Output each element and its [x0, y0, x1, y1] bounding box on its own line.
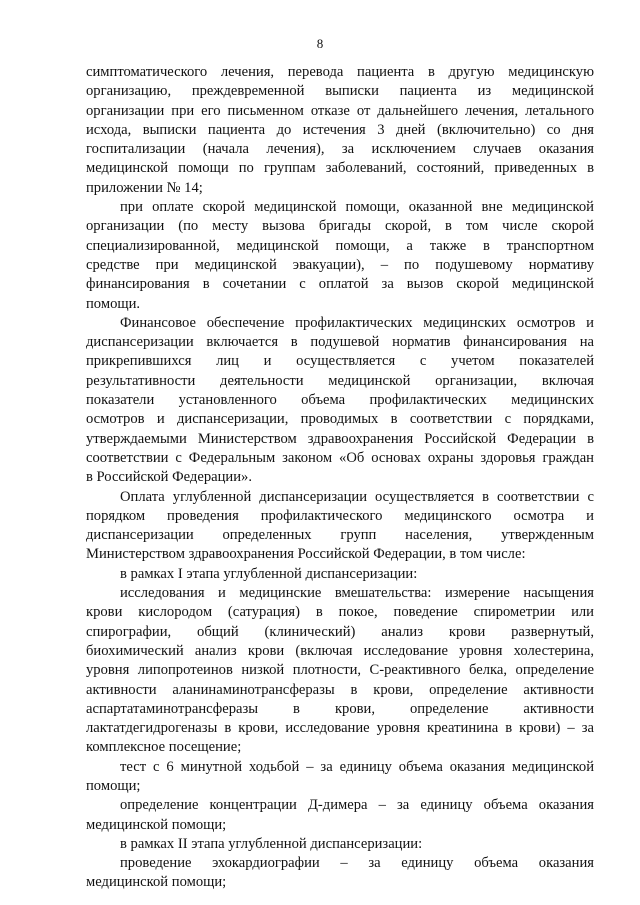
text-line: диспансеризации определенных групп населения, утвержденным: [86, 527, 594, 544]
text-line: организации (по месту вызова бригады скорой, в том числе скорой: [86, 218, 594, 235]
text-line: комплексное посещение;: [86, 739, 242, 756]
text-line: порядком проведения профилактического медицинского осмотра и: [86, 507, 594, 524]
text-line: помощи.: [86, 295, 141, 312]
text-line: диспансеризации включается в подушевой норматив финансирования на: [86, 334, 594, 351]
text-line: исхода, выписки пациента до истечения 3 дней (включительно) со дня: [86, 121, 594, 138]
text-line: Министерством здравоохранения Российской Федерации, в том числе:: [86, 546, 526, 563]
text-line: Оплата углубленной диспансеризации осуществляется в соответствии с: [120, 488, 594, 505]
text-line: показатели установленного объема профилактических медицинских: [86, 392, 594, 409]
text-line: при оплате скорой медицинской помощи, оказанной вне медицинской: [120, 199, 594, 216]
text-line: тест с 6 минутной ходьбой – за единицу объема оказания медицинской: [120, 758, 594, 775]
text-line: в рамках II этапа углубленной диспансеризации:: [120, 835, 423, 852]
text-line: активности аланинаминотрансферазы в крови, определение активности: [86, 681, 594, 698]
text-line: утверждаемыми Министерством здравоохранения Российской Федерации в: [86, 430, 594, 447]
text-line: результативности деятельности медицинской организации, включая: [86, 372, 594, 389]
document-body: [86, 63, 594, 893]
text-line: организации при его письменном отказе от дальнейшего лечения, летального: [86, 102, 594, 119]
text-line: организацию, преждевременной выписки пациента из медицинской: [86, 83, 594, 100]
text-line: медицинской помощи;: [86, 874, 227, 891]
text-line: определение концентрации Д-димера – за единицу объема оказания: [120, 797, 594, 814]
text-line: исследования и медицинские вмешательства: измерение насыщения: [120, 585, 594, 602]
text-line: приложении № 14;: [86, 179, 203, 196]
text-line: в Российской Федерации».: [86, 469, 252, 486]
text-line: проведение эхокардиографии – за единицу объема оказания: [120, 855, 594, 872]
text-line: госпитализации (начала лечения), за исключением случаев оказания: [86, 141, 594, 158]
text-line: медицинской помощи;: [86, 816, 227, 833]
text-line: осмотров и диспансеризации, проводимых в соответствии с порядками,: [86, 411, 594, 428]
text-line: симптоматического лечения, перевода пациента в другую медицинскую: [86, 64, 594, 80]
text-line: специализированной, медицинской помощи, а также в транспортном: [86, 237, 594, 254]
text-line: крови кислородом (сатурация) в покое, поведение спирометрии или: [86, 604, 594, 621]
text-line: финансирования в сочетании с оплатой за вызов скорой медицинской: [86, 276, 594, 293]
text-line: аспартатаминотрансферазы в крови, определение активности: [86, 700, 594, 717]
text-line: биохимический анализ крови (включая исследование уровня холестерина,: [86, 642, 594, 659]
text-line: средстве при медицинской эвакуации), – по подушевому нормативу: [86, 256, 594, 273]
text-line: медицинской помощи по группам заболеваний, состояний, приведенных в: [86, 160, 594, 177]
text-line: Финансовое обеспечение профилактических медицинских осмотров и: [120, 314, 594, 331]
text-line: уровня липопротеинов низкой плотности, С-реактивного белка, определение: [86, 662, 594, 679]
text-line: прикрепившихся лиц и осуществляется с учетом показателей: [86, 353, 594, 370]
text-line: спирографии, общий (клинический) анализ крови развернутый,: [86, 623, 594, 640]
text-line: в рамках I этапа углубленной диспансеризации:: [120, 565, 418, 582]
page-number: 8: [316, 36, 324, 51]
text-line: соответствии с Федеральным законом «Об основах охраны здоровья граждан: [86, 449, 594, 466]
text-line: лактатдегидрогеназы в крови, исследование уровня креатинина в крови) – за: [86, 720, 594, 737]
text-line: помощи;: [86, 777, 141, 794]
